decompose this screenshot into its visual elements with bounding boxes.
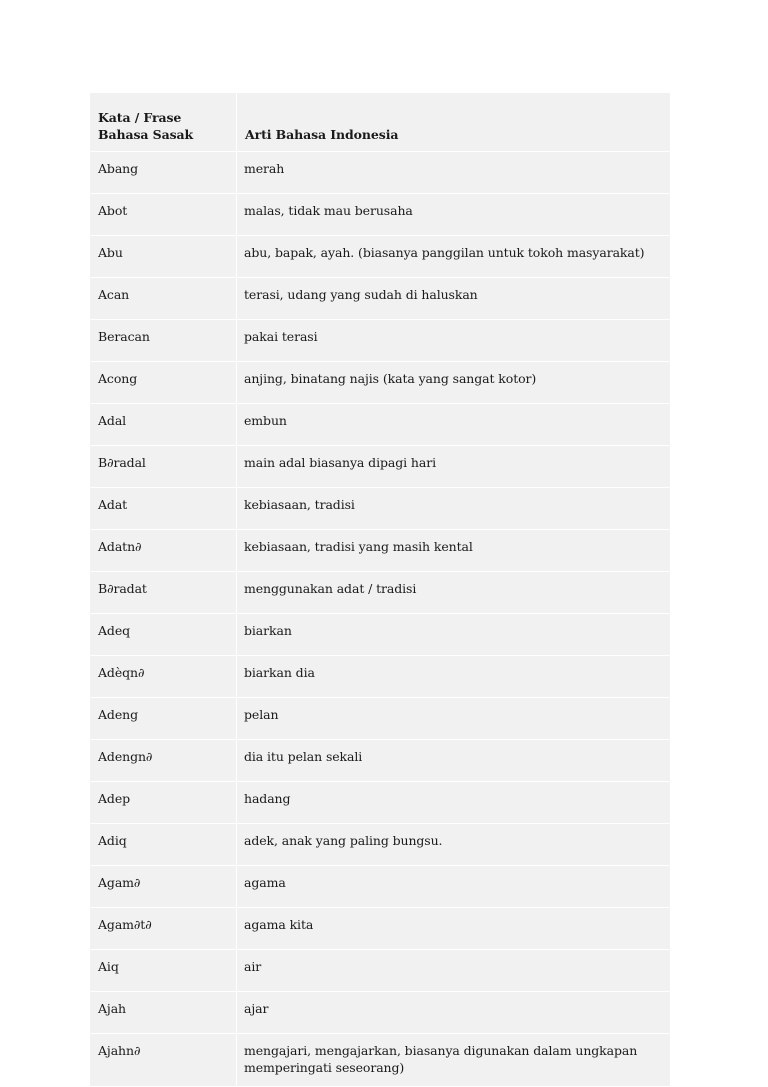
word-cell: B∂radal: [90, 446, 237, 488]
word-cell: Adal: [90, 404, 237, 446]
word-cell: Adatn∂: [90, 530, 237, 572]
table-row: [90, 236, 670, 278]
table-row: [90, 950, 670, 992]
table-row: [90, 992, 670, 1034]
table-row: [90, 320, 670, 362]
table-row: [90, 866, 670, 908]
header-word-column: [90, 93, 237, 152]
word-cell: B∂radat: [90, 572, 237, 614]
table-header: [90, 93, 670, 152]
word-cell: Adeq: [90, 614, 237, 656]
header-row: [90, 93, 670, 152]
word-cell: Abang: [90, 152, 237, 194]
table-row: [90, 530, 670, 572]
word-cell: Adeng: [90, 698, 237, 740]
table-body: [90, 152, 670, 1087]
table-row: [90, 824, 670, 866]
table-row: [90, 740, 670, 782]
word-cell: Adep: [90, 782, 237, 824]
table-row: [90, 572, 670, 614]
table-row: [90, 278, 670, 320]
meaning-cell: embun: [237, 404, 670, 446]
word-cell: Acong: [90, 362, 237, 404]
meaning-cell: pakai terasi: [237, 320, 670, 362]
table-row: [90, 1034, 670, 1087]
meaning-cell: abu, bapak, ayah. (biasanya panggilan untuk tokoh masyarakat): [237, 236, 670, 278]
table-row: [90, 908, 670, 950]
meaning-cell: biarkan: [237, 614, 670, 656]
meaning-cell: merah: [237, 152, 670, 194]
word-cell: Ajahn∂: [90, 1034, 237, 1087]
header-word-line-2: Bahasa Sasak: [98, 127, 194, 142]
word-cell: Acan: [90, 278, 237, 320]
table-row: [90, 782, 670, 824]
meaning-cell: mengajari, mengajarkan, biasanya digunakan dalam ungkapan memperingati seseorang): [237, 1034, 670, 1087]
meaning-cell: hadang: [237, 782, 670, 824]
word-cell: Adat: [90, 488, 237, 530]
header-word-line-1: Kata / Frase: [98, 110, 182, 125]
word-cell: Aiq: [90, 950, 237, 992]
meaning-cell: malas, tidak mau berusaha: [237, 194, 670, 236]
word-cell: Adiq: [90, 824, 237, 866]
word-cell: Agam∂t∂: [90, 908, 237, 950]
meaning-cell: kebiasaan, tradisi: [237, 488, 670, 530]
meaning-cell: main adal biasanya dipagi hari: [237, 446, 670, 488]
meaning-cell: air: [237, 950, 670, 992]
table-row: [90, 488, 670, 530]
meaning-cell: biarkan dia: [237, 656, 670, 698]
word-cell: Ajah: [90, 992, 237, 1034]
meaning-cell: anjing, binatang najis (kata yang sangat kotor): [237, 362, 670, 404]
header-meaning-column: Arti Bahasa Indonesia: [237, 93, 670, 152]
word-cell: Adengn∂: [90, 740, 237, 782]
meaning-cell: ajar: [237, 992, 670, 1034]
table-row: [90, 194, 670, 236]
table-row: [90, 362, 670, 404]
word-cell: Beracan: [90, 320, 237, 362]
table-row: [90, 152, 670, 194]
table-row: [90, 446, 670, 488]
table-row: [90, 656, 670, 698]
table-row: [90, 698, 670, 740]
meaning-cell: terasi, udang yang sudah di haluskan: [237, 278, 670, 320]
sasak-dictionary-table: [90, 93, 670, 1087]
table-row: [90, 614, 670, 656]
meaning-cell: menggunakan adat / tradisi: [237, 572, 670, 614]
meaning-cell: dia itu pelan sekali: [237, 740, 670, 782]
word-cell: Abu: [90, 236, 237, 278]
table-row: [90, 404, 670, 446]
meaning-cell: kebiasaan, tradisi yang masih kental: [237, 530, 670, 572]
word-cell: Abot: [90, 194, 237, 236]
word-cell: Adèqn∂: [90, 656, 237, 698]
meaning-cell: agama kita: [237, 908, 670, 950]
meaning-cell: adek, anak yang paling bungsu.: [237, 824, 670, 866]
meaning-cell: pelan: [237, 698, 670, 740]
meaning-cell: agama: [237, 866, 670, 908]
word-cell: Agam∂: [90, 866, 237, 908]
